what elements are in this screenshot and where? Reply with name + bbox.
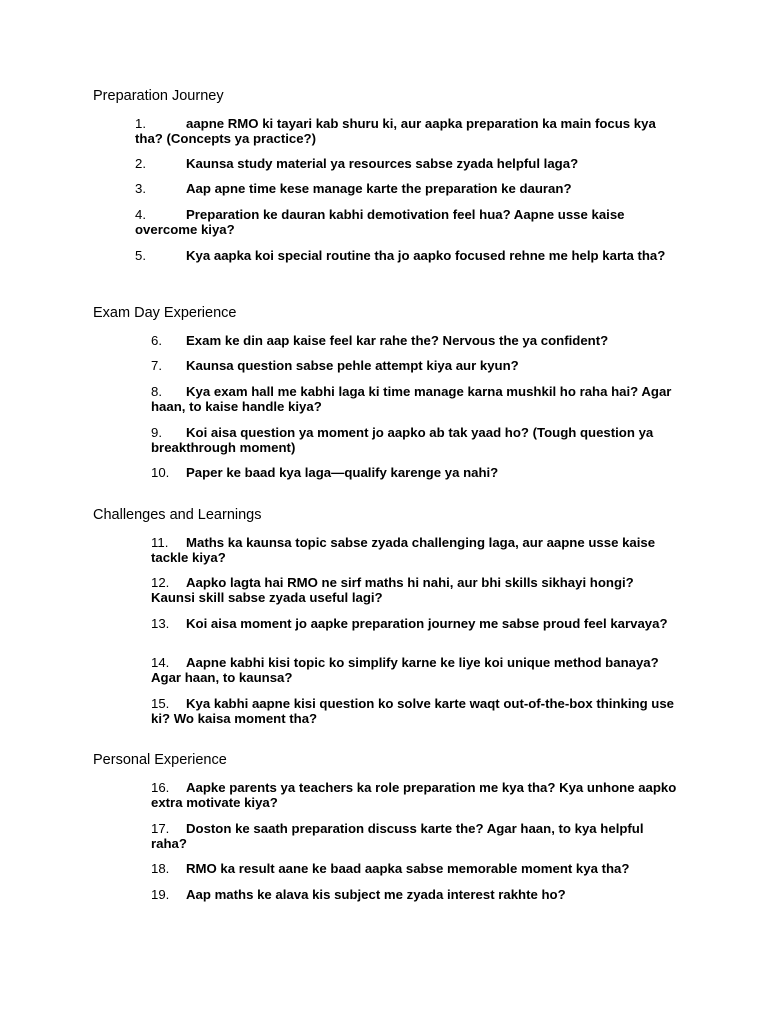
question-text: Exam ke din aap kaise feel kar rahe the? Nervous the ya confident? <box>186 333 609 348</box>
question-number: 13. <box>151 616 170 631</box>
question-text: Kya aapka koi special routine tha jo aapko focused rehne me help karta tha? <box>186 248 666 263</box>
question-text: Aapko lagta hai RMO ne sirf maths hi nahi, aur bhi skills sikhayi hongi? Kaunsi skill sabse zyada useful lagi? <box>151 575 634 605</box>
section-title: Challenges and Learnings <box>93 507 262 523</box>
question-text: Kya kabhi aapne kisi question ko solve karte waqt out-of-the-box thinking use ki? Wo kaisa moment tha? <box>151 696 675 726</box>
question-item <box>151 888 681 903</box>
question-item <box>151 536 681 565</box>
question-item <box>151 466 681 481</box>
question-number: 7. <box>151 358 162 373</box>
question-text: Aap maths ke alava kis subject me zyada interest rakhte ho? <box>186 887 566 902</box>
question-item <box>151 697 681 726</box>
question-item <box>151 359 681 374</box>
question-number: 9. <box>151 425 162 440</box>
question-item <box>135 157 680 172</box>
question-item <box>151 781 681 810</box>
question-text: Koi aisa question ya moment jo aapko ab tak yaad ho? (Tough question ya breakthrough moment) <box>151 425 654 455</box>
question-text: Preparation ke dauran kabhi demotivation feel hua? Aapne usse kaise overcome kiya? <box>135 207 625 237</box>
question-number: 4. <box>135 207 146 222</box>
question-text: Paper ke baad kya laga—qualify karenge ya nahi? <box>186 465 499 480</box>
question-item <box>151 426 681 455</box>
question-text: Kaunsa question sabse pehle attempt kiya aur kyun? <box>186 358 519 373</box>
question-number: 5. <box>135 248 146 263</box>
question-number: 2. <box>135 156 146 171</box>
question-text: Kaunsa study material ya resources sabse zyada helpful laga? <box>186 156 579 171</box>
question-number: 19. <box>151 887 170 902</box>
question-number: 17. <box>151 821 170 836</box>
question-number: 18. <box>151 861 170 876</box>
question-item <box>151 862 681 877</box>
question-number: 12. <box>151 575 170 590</box>
question-text: Aapne kabhi kisi topic ko simplify karne ke liye koi unique method banaya? Agar haan, to kaunsa? <box>151 655 659 685</box>
question-number: 1. <box>135 116 146 131</box>
question-number: 10. <box>151 465 170 480</box>
question-item <box>135 249 680 264</box>
section-title: Preparation Journey <box>93 88 224 104</box>
question-item <box>135 182 680 197</box>
question-text: Koi aisa moment jo aapke preparation journey me sabse proud feel karvaya? <box>186 616 668 631</box>
question-text: Kya exam hall me kabhi laga ki time manage karna mushkil ho raha hai? Agar haan, to kaise handle kiya? <box>151 384 672 414</box>
question-number: 3. <box>135 181 146 196</box>
question-item <box>135 208 680 237</box>
question-item <box>151 334 681 349</box>
question-number: 15. <box>151 696 170 711</box>
section-title: Personal Experience <box>93 752 227 768</box>
question-number: 8. <box>151 384 162 399</box>
question-number: 14. <box>151 655 170 670</box>
question-item <box>135 117 680 146</box>
question-text: Aapke parents ya teachers ka role preparation me kya tha? Kya unhone aapko extra motivate kiya? <box>151 780 677 810</box>
question-text: RMO ka result aane ke baad aapka sabse memorable moment kya tha? <box>186 861 630 876</box>
question-item <box>151 617 681 632</box>
section-title: Exam Day Experience <box>93 305 237 321</box>
question-text: aapne RMO ki tayari kab shuru ki, aur aapka preparation ka main focus kya tha? (Concepts ya practice?) <box>135 116 656 146</box>
question-number: 16. <box>151 780 170 795</box>
question-number: 11. <box>151 535 169 550</box>
question-item <box>151 385 681 414</box>
question-item <box>151 576 681 605</box>
question-item <box>151 656 681 685</box>
question-text: Doston ke saath preparation discuss karte the? Agar haan, to kya helpful raha? <box>151 821 644 851</box>
question-number: 6. <box>151 333 162 348</box>
question-text: Maths ka kaunsa topic sabse zyada challenging laga, aur aapne usse kaise tackle kiya? <box>151 535 656 565</box>
question-text: Aap apne time kese manage karte the preparation ke dauran? <box>186 181 572 196</box>
question-item <box>151 822 681 851</box>
